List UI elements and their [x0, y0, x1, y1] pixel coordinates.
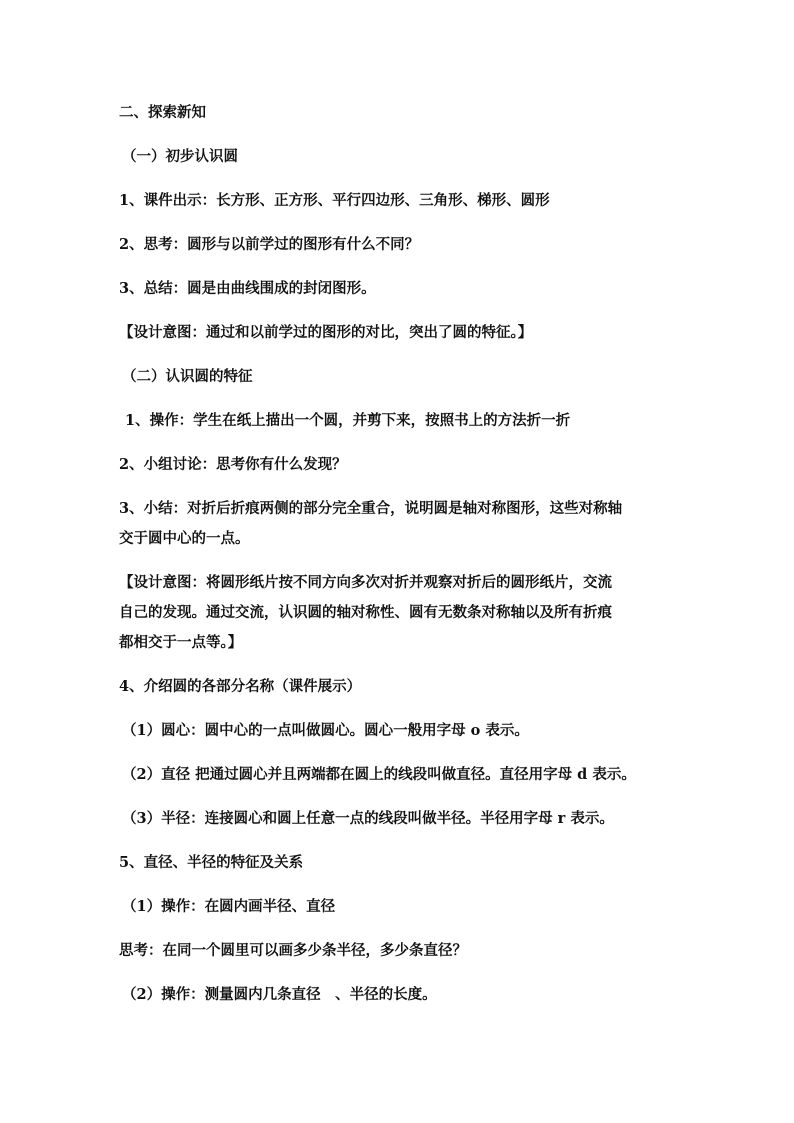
paragraph-line: 5、直径、半径的特征及关系	[119, 854, 304, 871]
paragraph-line: 4、介绍圆的各部分名称（课件展示）	[119, 678, 362, 695]
design-intent-note: 【设计意图：通过和以前学过的图形的对比，突出了圆的特征。】	[119, 324, 533, 341]
design-intent-note: 自己的发现。通过交流，认识圆的轴对称性、圆有无数条对称轴以及所有折痕	[119, 604, 612, 621]
paragraph-line: 1、课件出示：长方形、正方形、平行四边形、三角形、梯形、圆形	[119, 192, 550, 209]
subsection-heading-2: （二）认识圆的特征	[122, 368, 253, 385]
paragraph-line: （2）操作：测量圆内几条直径 、半径的长度。	[122, 986, 437, 1003]
paragraph-line: 1、操作：学生在纸上描出一个圆，并剪下来，按照书上的方法折一折	[125, 412, 571, 429]
section-heading: 二、探索新知	[119, 104, 206, 121]
paragraph-line: 3、小结：对折后折痕两侧的部分完全重合，说明圆是轴对称图形，这些对称轴	[119, 500, 623, 517]
subsection-heading-1: （一）初步认识圆	[122, 148, 238, 165]
paragraph-line: （1）操作：在圆内画半径、直径	[122, 898, 336, 915]
paragraph-line: （1）圆心：圆中心的一点叫做圆心。圆心一般用字母 o 表示。	[122, 722, 529, 739]
paragraph-line: （2）直径 把通过圆心并且两端都在圆上的线段叫做直径。直径用字母 d 表示。	[122, 766, 636, 783]
paragraph-line: 2、小组讨论：思考你有什么发现？	[119, 456, 347, 473]
paragraph-line: （3）半径：连接圆心和圆上任意一点的线段叫做半径。半径用字母 r 表示。	[122, 810, 614, 827]
paragraph-line: 2、思考：圆形与以前学过的图形有什么不同？	[119, 236, 420, 253]
design-intent-note: 都相交于一点等。】	[119, 634, 243, 651]
paragraph-line: 3、总结：圆是由曲线围成的封闭图形。	[119, 280, 376, 297]
design-intent-note: 【设计意图：将圆形纸片按不同方向多次对折并观察对折后的圆形纸片，交流	[119, 574, 612, 591]
paragraph-line: 思考：在同一个圆里可以画多少条半径，多少条直径？	[119, 942, 467, 959]
paragraph-line: 交于圆中心的一点。	[119, 530, 250, 547]
